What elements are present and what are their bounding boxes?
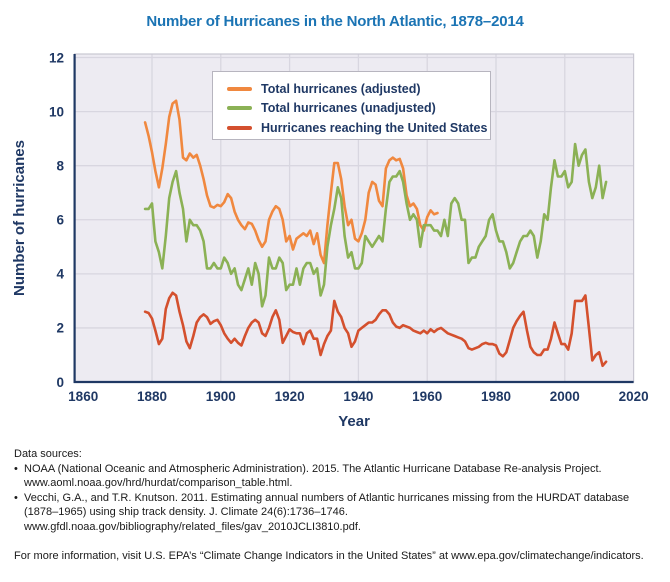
more-info-note: For more information, visit U.S. EPA’s “Climate Change Indicators in the United States” at www.epa.gov/climatechange/indicators. <box>14 549 644 562</box>
legend-label-unadjusted: Total hurricanes (unadjusted) <box>261 101 436 115</box>
y-tick-label: 10 <box>48 104 64 120</box>
legend-line-swatch-unadjusted <box>227 106 252 110</box>
page-title: Number of Hurricanes in the North Atlantic, 1878–2014 <box>146 13 524 30</box>
y-axis-title: Number of hurricanes <box>11 140 28 296</box>
y-tick-label: 12 <box>48 50 64 66</box>
legend-item-us <box>213 118 490 138</box>
source-vecchi-knutson <box>14 491 664 535</box>
y-tick-label: 8 <box>56 158 64 174</box>
y-tick-label: 6 <box>56 212 64 228</box>
bullet-icon: • <box>14 491 18 504</box>
source-vk-line2: (1878–1965) using ship track density. J. Climate 24(6):1736–1746. <box>24 506 348 519</box>
data-sources-heading: Data sources: <box>14 448 82 460</box>
x-axis-title: Year <box>338 413 370 430</box>
x-tick-label: 1880 <box>136 389 168 404</box>
y-tick-label: 2 <box>56 320 64 336</box>
footer <box>14 447 664 563</box>
x-tick-label: 1900 <box>205 389 236 404</box>
legend-item-unadjusted <box>213 99 490 119</box>
legend-item-adjusted <box>213 79 490 99</box>
x-tick-label: 1920 <box>274 389 305 404</box>
legend-label-us: Hurricanes reaching the United States <box>261 120 488 135</box>
x-tick-label: 1940 <box>343 389 374 404</box>
source-vk-line3: www.gfdl.noaa.gov/bibliography/related_files/gav_2010JCLI3810.pdf. <box>24 520 361 533</box>
x-tick-label: 1980 <box>480 389 512 404</box>
x-tick-label: 1960 <box>412 389 443 404</box>
legend-label-adjusted: Total hurricanes (adjusted) <box>261 81 421 96</box>
y-tick-label: 4 <box>56 266 64 282</box>
x-tick-label: 2020 <box>618 389 649 404</box>
bullet-icon: • <box>14 462 18 475</box>
x-tick-label: 2000 <box>549 389 580 404</box>
y-tick-label: 0 <box>56 374 64 390</box>
legend-line-swatch-adjusted <box>227 87 252 91</box>
legend-line-swatch-us <box>227 126 252 130</box>
x-tick-label: 1860 <box>68 389 99 404</box>
source-noaa <box>14 462 664 491</box>
chart-legend <box>212 71 491 140</box>
source-noaa-line1: NOAA (National Oceanic and Atmospheric Administration). 2015. The Atlantic Hurricane Database Re-analysis Project. <box>24 462 602 475</box>
source-noaa-line2: www.aoml.noaa.gov/hrd/hurdat/comparison_table.html. <box>24 477 293 490</box>
source-vk-line1: Vecchi, G.A., and T.R. Knutson. 2011. Estimating annual numbers of Atlantic hurricanes missing from the HURDAT database <box>24 491 630 504</box>
